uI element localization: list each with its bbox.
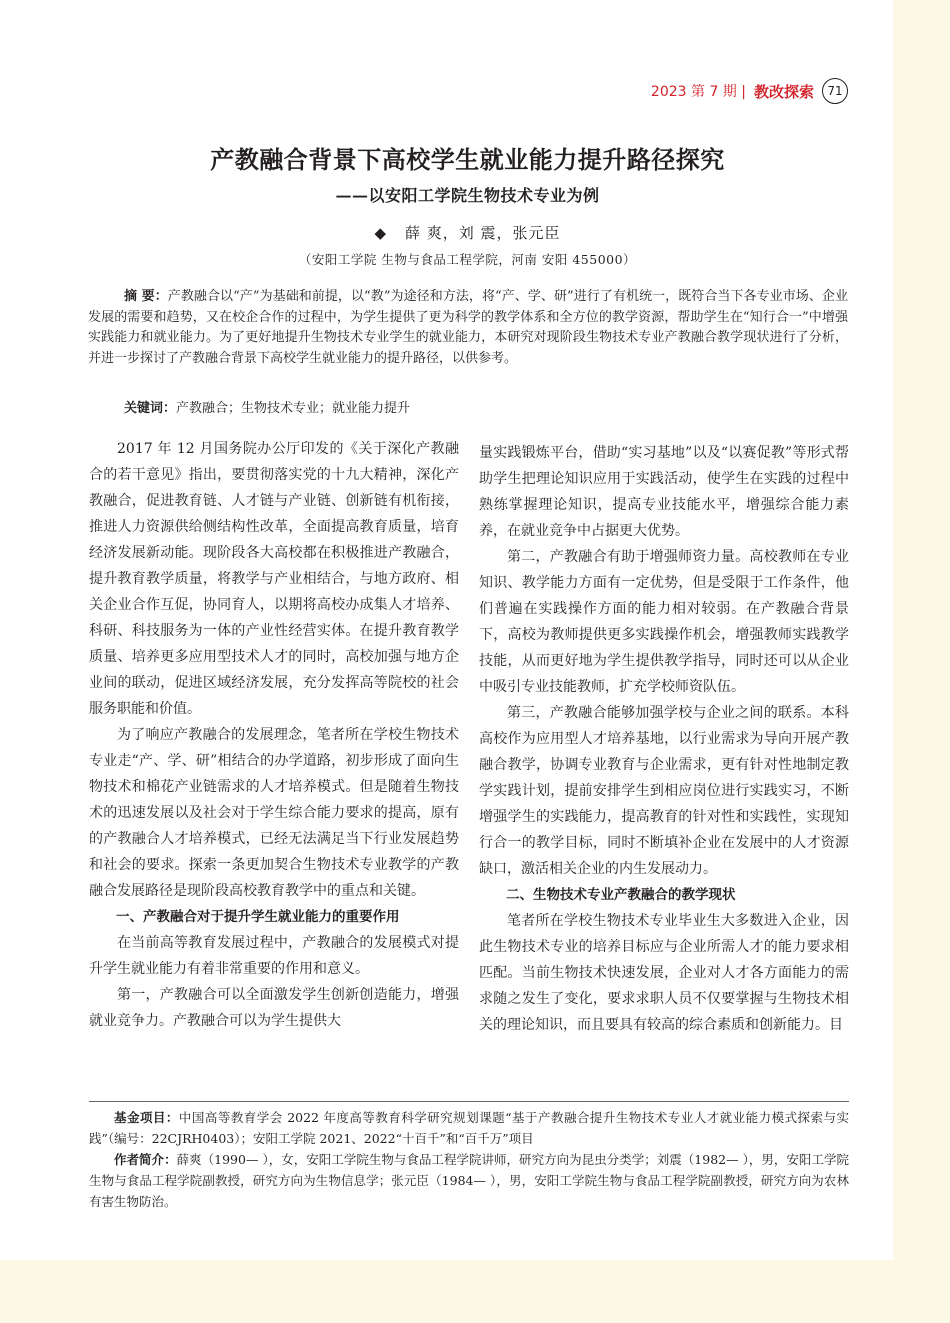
keywords — [124, 399, 844, 419]
issue-label: 2023 第 7 期 | — [650, 84, 746, 100]
keywords-label: 关键词： — [124, 401, 177, 416]
abstract — [88, 287, 848, 369]
paragraph: 为了响应产教融合的发展理念，笔者所在学校生物技术专业走“产、学、研”相结合的办学道路，初步形成了面向生物技术和棉花产业链需求的人才培养模式。但是随着生物技术的迅速发展以及社会对于学生综合能力要求的提高，原有的产教融合人才培养模式，已经无法满足当下行业发展趋势和社会的要求。探索一条更加契合生物技术专业教学的产教融合发展路径是现阶段高校教育教学中的重点和关键。 — [89, 727, 459, 899]
paragraph: 在当前高等教育发展过程中，产教融合的发展模式对提升学生就业能力有着非常重要的作用和意义。 — [89, 935, 459, 977]
diamond-icon: ◆ — [374, 224, 387, 242]
paragraph: 第二，产教融合有助于增强师资力量。高校教师在专业知识、教学能力方面有一定优势，但是受限于工作条件，他们普遍在实践操作方面的能力相对较弱。在产教融合背景下，高校为教师提供更多实践操作机会，增强教师实践教学技能，从而更好地为学生提供教学指导，同时还可以从企业中吸引专业技能教师，扩充学校师资队伍。 — [479, 549, 849, 695]
footnote-divider — [89, 1101, 849, 1102]
fund-note — [89, 1107, 849, 1149]
fund-text: 中国高等教育学会 2022 年度高等教育科学研究规划课题“基于产教融合提升生物技术专业人才就业能力模式探索与实践”（编号：22CJRH0403）；安阳工学院 2021、2022“十百千”和“百千万”项目 — [89, 1110, 849, 1146]
author-bio-label: 作者简介： — [114, 1152, 177, 1167]
body-column-left — [89, 436, 459, 1034]
page-number-badge: 71 — [822, 78, 848, 104]
section-heading: 二、生物技术专业产教融合的教学现状 — [506, 887, 736, 903]
abstract-label: 摘 要： — [124, 289, 168, 304]
footnotes — [89, 1107, 849, 1212]
paragraph: 2017 年 12 月国务院办公厅印发的《关于深化产教融合的若干意见》指出，要贯彻落实党的十九大精神，深化产教融合，促进教育链、人才链与产业链、创新链有机衔接，推进人力资源供给侧结构性改革，全面提高教育质量，培育经济发展新动能。现阶段各大高校都在积极推进产教融合，提升教育教学质量，将教学与产业相结合，与地方政府、相关企业合作互促，协同育人，以期将高校办成集人才培养、科研、科技服务为一体的产业性经营实体。在提升教育教学质量、培养更多应用型技术人才的同时，高校加强与地方企业间的联动，促进区域经济发展，充分发挥高等院校的社会服务职能和价值。 — [89, 441, 459, 717]
affiliation: （安阳工学院 生物与食品工程学院，河南 安阳 455000） — [298, 252, 637, 267]
running-header — [651, 77, 848, 105]
paragraph: 第三，产教融合能够加强学校与企业之间的联系。本科高校作为应用型人才培养基地，以行业需求为导向开展产教融合教学，协调专业教育与企业需求，更有针对性地制定教学实践计划，提前安排学生到相应岗位进行实践实习，不断增强学生的实践能力，提高教育的针对性和实践性，实现知行合一的教学目标，同时不断填补企业在发展中的人才资源缺口，激活相关企业的内生发展动力。 — [479, 705, 849, 877]
article-title: 产教融合背景下高校学生就业能力提升路径探究 — [210, 146, 725, 174]
body-column-right — [479, 440, 849, 1038]
fund-label: 基金项目： — [114, 1110, 179, 1125]
paragraph: 量实践锻炼平台，借助“实习基地”以及“以赛促教”等形式帮助学生把理论知识应用于实践活动，使学生在实践的过程中熟练掌握理论知识，提高专业技能水平，增强综合能力素养，在就业竞争中占据更大优势。 — [479, 445, 849, 539]
author-line — [0, 222, 935, 243]
paragraph: 第一，产教融合可以全面激发学生创新创造能力，增强就业竞争力。产教融合可以为学生提供大 — [89, 987, 459, 1029]
paragraph: 笔者所在学校生物技术专业毕业生大多数进入企业，因此生物技术专业的培养目标应与企业所需人才的能力要求相匹配。当前生物技术快速发展，企业对人才各方面能力的需求随之发生了变化，要求求职人员不仅要掌握与生物技术相关的理论知识，而且要具有较高的综合素质和创新能力。目 — [479, 913, 849, 1033]
article-subtitle: ——以安阳工学院生物技术专业为例 — [335, 186, 600, 205]
section-heading: 一、产教融合对于提升学生就业能力的重要作用 — [116, 909, 400, 925]
column-name: 教改探索 — [753, 82, 814, 101]
authors: 薛 爽，刘 震，张元臣 — [405, 224, 561, 242]
keywords-text: 产教融合；生物技术专业；就业能力提升 — [176, 401, 411, 416]
author-bio-text: 薛爽（1990— ），女，安阳工学院生物与食品工程学院讲师，研究方向为昆虫分类学；刘震（1982— ），男，安阳工学院生物与食品工程学院副教授，研究方向为生物信息学；张元臣（1984— ），男，安阳工学院生物与食品工程学院副教授，研究方向为农林有害生物防治。 — [89, 1152, 849, 1209]
abstract-text: 产教融合以“产”为基础和前提，以“教”为途径和方法，将“产、学、研”进行了有机统一，既符合当下各专业市场、企业发展的需要和趋势，又在校企合作的过程中，为学生提供了更为科学的教学体系和全方位的教学资源，帮助学生在“知行合一”中增强实践能力和就业能力。为了更好地提升生物技术专业学生的就业能力，本研究对现阶段生物技术专业产教融合教学现状进行了分析，并进一步探讨了产教融合背景下高校学生就业能力的提升路径，以供参考。 — [88, 289, 848, 366]
author-note — [89, 1149, 849, 1212]
